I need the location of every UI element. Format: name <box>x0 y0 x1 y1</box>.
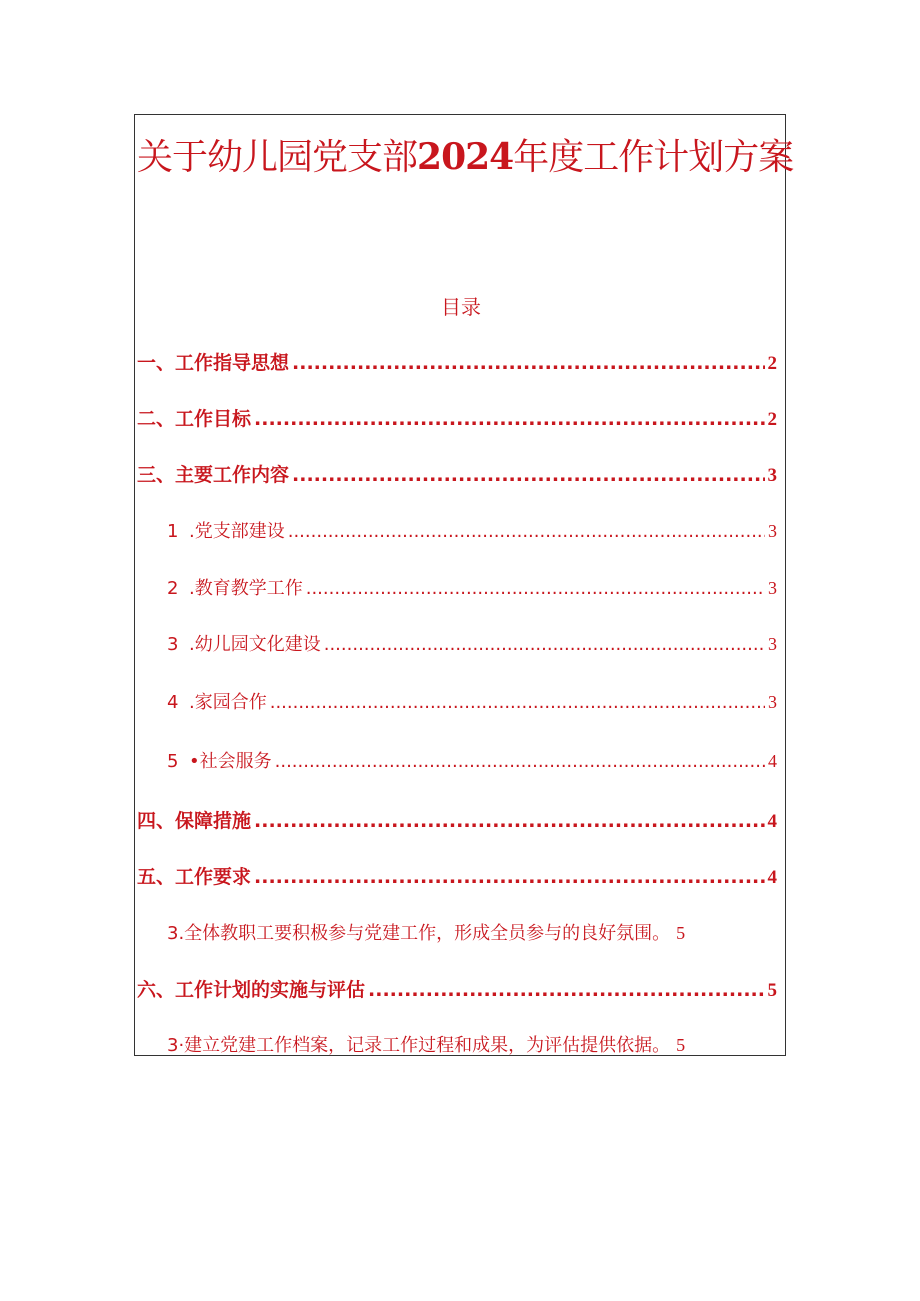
toc-leader-dots <box>254 810 764 832</box>
toc-entry-6[interactable] <box>137 975 777 1002</box>
toc-entry-1[interactable] <box>137 348 777 375</box>
toc-leader-dots <box>292 464 764 486</box>
title-year: 2024 <box>417 136 514 178</box>
toc-leader-dots <box>270 692 765 713</box>
toc-entry-page: 4 <box>767 811 777 832</box>
toc-subentry-label: .幼儿园文化建设 <box>189 634 321 655</box>
toc-leader-dots <box>254 866 764 888</box>
title-suffix: 年度工作计划方案 <box>513 137 794 178</box>
toc-subentry-number: 3 <box>167 634 179 655</box>
toc-subentry-3[interactable] <box>167 630 777 656</box>
toc-note-label: 3·建立党建工作档案，记录工作过程和成果，为评估提供依据。 <box>167 1035 671 1056</box>
toc-subentry-label: .家园合作 <box>189 692 267 713</box>
toc-subentry-4[interactable] <box>167 688 777 714</box>
toc-note-label: 3.全体教职工要积极参与党建工作，形成全员参与的良好氛围。 <box>167 923 671 944</box>
document-title <box>135 129 794 180</box>
toc-subentry-number: 4 <box>167 692 179 713</box>
toc-entry-page: 3 <box>767 465 777 486</box>
toc-subentry-page: 3 <box>768 578 777 598</box>
toc-leader-dots <box>288 521 765 542</box>
toc-entry-page: 2 <box>767 353 777 374</box>
toc-subentry-page: 3 <box>768 521 777 541</box>
toc-leader-dots <box>254 408 764 430</box>
toc-subentry-label: .党支部建设 <box>189 521 285 542</box>
toc-entry-label: 一、工作指导思想 <box>137 352 290 374</box>
toc-entry-page: 2 <box>767 409 777 430</box>
toc-entry-page: 4 <box>767 867 777 888</box>
toc-subentry-page: 4 <box>768 751 777 771</box>
toc-entry-3[interactable] <box>137 460 777 487</box>
toc-entry-label: 四、保障措施 <box>137 810 252 832</box>
toc-entry-label: 五、工作要求 <box>137 866 252 888</box>
toc-note-page: 5 <box>676 923 686 943</box>
toc-entry-4[interactable] <box>137 806 777 833</box>
toc-entry-label: 三、主要工作内容 <box>137 464 290 486</box>
toc-heading: 目录 <box>441 295 481 319</box>
toc-leader-dots <box>324 634 765 655</box>
toc-entry-label: 二、工作目标 <box>137 408 252 430</box>
toc-subentry-label: .教育教学工作 <box>189 578 303 599</box>
toc-subentry-label: •社会服务 <box>189 751 272 772</box>
toc-note-1[interactable] <box>167 919 787 945</box>
toc-subentry-number: 1 <box>167 521 179 542</box>
toc-leader-dots <box>275 751 765 772</box>
toc-subentry-1[interactable] <box>167 517 777 543</box>
toc-subentry-5[interactable] <box>167 747 777 773</box>
toc-entry-5[interactable] <box>137 862 777 889</box>
document-frame <box>134 114 794 1056</box>
toc-leader-dots <box>306 578 765 599</box>
toc-entry-label: 六、工作计划的实施与评估 <box>137 979 366 1001</box>
toc-subentry-number: 2 <box>167 578 179 599</box>
toc-note-page: 5 <box>676 1035 686 1055</box>
toc-subentry-page: 3 <box>768 692 777 712</box>
toc-leader-dots <box>368 979 764 1001</box>
toc-leader-dots <box>292 352 764 374</box>
toc-subentry-2[interactable] <box>167 574 777 600</box>
toc-subentry-number: 5 <box>167 751 179 772</box>
title-prefix: 关于幼儿园党支部 <box>137 137 418 178</box>
toc-entry-page: 5 <box>767 980 777 1001</box>
toc-entry-2[interactable] <box>137 404 777 431</box>
toc-note-2[interactable] <box>167 1031 787 1057</box>
toc-subentry-page: 3 <box>768 634 777 654</box>
